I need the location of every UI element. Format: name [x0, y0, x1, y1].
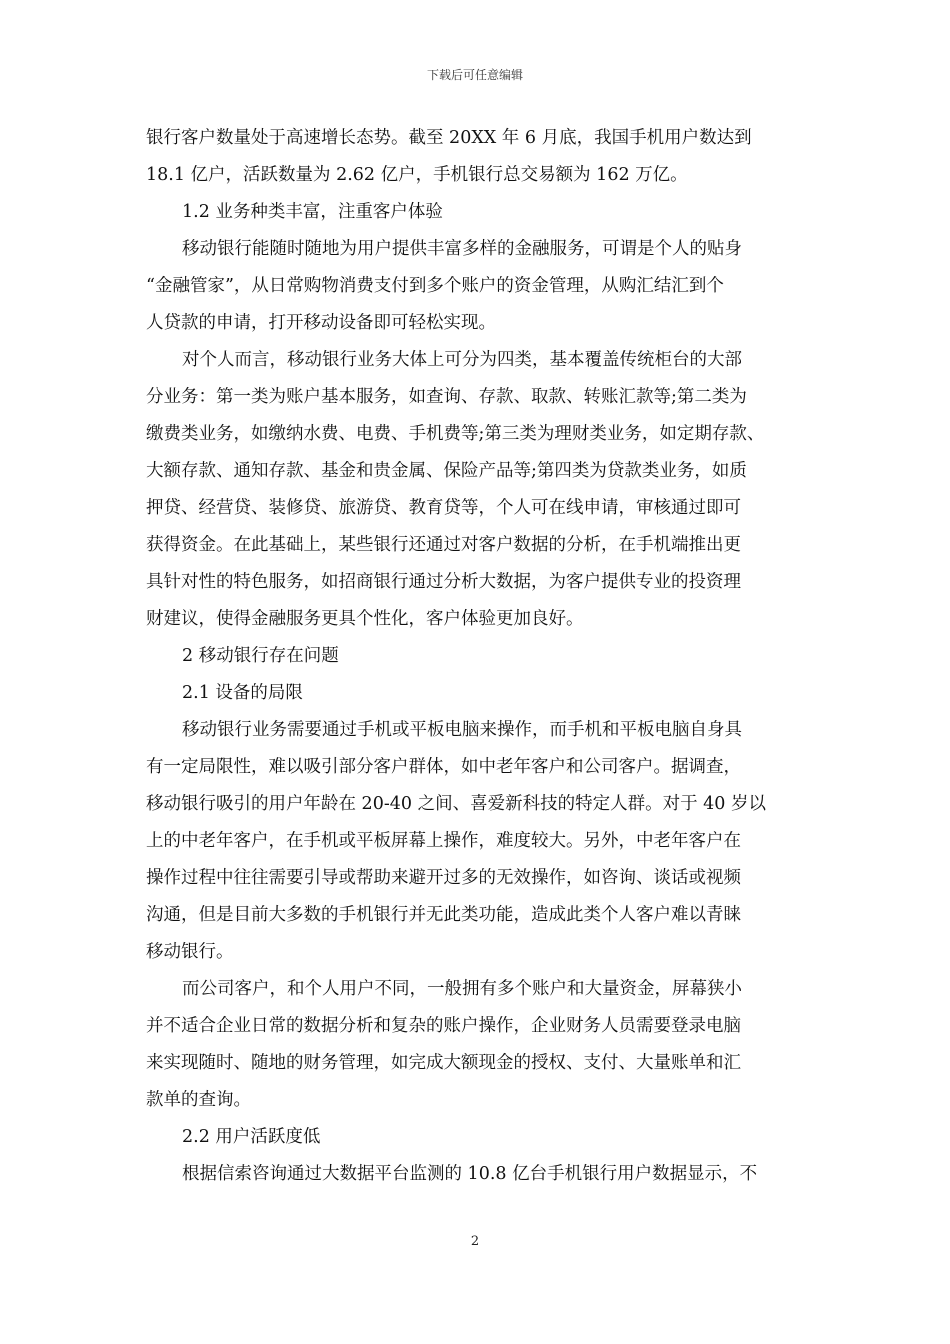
body-line: 大额存款、通知存款、基金和贵金属、保险产品等;第四类为贷款类业务，如质 — [146, 461, 747, 481]
paragraph-first-line: 根据信索咨询通过大数据平台监测的 10.8 亿台手机银行用户数据显示，不 — [182, 1164, 758, 1184]
body-line: 具针对性的特色服务，如招商银行通过分析大数据，为客户提供专业的投资理 — [146, 572, 741, 592]
body-line: “金融管家”，从日常购物消费支付到多个账户的资金管理，从购汇结汇到个 — [146, 276, 724, 296]
body-line: 获得资金。在此基础上，某些银行还通过对客户数据的分析，在手机端推出更 — [146, 535, 741, 555]
body-line: 财建议，使得金融服务更具个性化，客户体验更加良好。 — [146, 609, 584, 629]
page-number: 2 — [470, 1234, 480, 1249]
section-heading: 2.1 设备的局限 — [182, 683, 303, 703]
body-line: 来实现随时、随地的财务管理，如完成大额现金的授权、支付、大量账单和汇 — [146, 1053, 741, 1073]
body-line: 上的中老年客户，在手机或平板屏幕上操作，难度较大。另外，中老年客户在 — [146, 831, 741, 851]
body-line: 分业务：第一类为账户基本服务，如查询、存款、取款、转账汇款等;第二类为 — [146, 387, 747, 407]
body-line: 款单的查询。 — [146, 1090, 251, 1110]
section-heading: 1.2 业务种类丰富，注重客户体验 — [182, 202, 443, 222]
body-line: 沟通，但是目前大多数的手机银行并无此类功能，造成此类个人客户难以青睐 — [146, 905, 741, 925]
paragraph-first-line: 而公司客户，和个人用户不同，一般拥有多个账户和大量资金，屏幕狭小 — [182, 979, 742, 999]
body-line: 缴费类业务，如缴纳水费、电费、手机费等;第三类为理财类业务，如定期存款、 — [146, 424, 765, 444]
page-header: 下载后可任意编辑 — [426, 68, 523, 82]
body-line: 18.1 亿户，活跃数量为 2.62 亿户，手机银行总交易额为 162 万亿。 — [146, 165, 688, 185]
body-line: 移动银行吸引的用户年龄在 20-40 之间、喜爱新科技的特定人群。对于 40 岁以 — [146, 794, 766, 814]
paragraph-first-line: 移动银行能随时随地为用户提供丰富多样的金融服务，可谓是个人的贴身 — [182, 239, 742, 259]
body-line: 押贷、经营贷、装修贷、旅游贷、教育贷等，个人可在线申请，审核通过即可 — [146, 498, 741, 518]
body-line: 操作过程中往往需要引导或帮助来避开过多的无效操作，如咨询、谈话或视频 — [146, 868, 741, 888]
body-line: 移动银行。 — [146, 942, 234, 962]
paragraph-first-line: 对个人而言，移动银行业务大体上可分为四类，基本覆盖传统柜台的大部 — [182, 350, 742, 370]
body-line: 人贷款的申请，打开移动设备即可轻松实现。 — [146, 313, 496, 333]
paragraph-first-line: 移动银行业务需要通过手机或平板电脑来操作，而手机和平板电脑自身具 — [182, 720, 742, 740]
body-line: 银行客户数量处于高速增长态势。截至 20XX 年 6 月底，我国手机用户数达到 — [146, 128, 752, 148]
body-line: 有一定局限性，难以吸引部分客户群体，如中老年客户和公司客户。据调查， — [146, 757, 741, 777]
chapter-heading: 2 移动银行存在问题 — [182, 646, 339, 666]
document-body — [146, 120, 806, 1193]
section-heading: 2.2 用户活跃度低 — [182, 1127, 321, 1147]
body-line: 并不适合企业日常的数据分析和复杂的账户操作，企业财务人员需要登录电脑 — [146, 1016, 741, 1036]
